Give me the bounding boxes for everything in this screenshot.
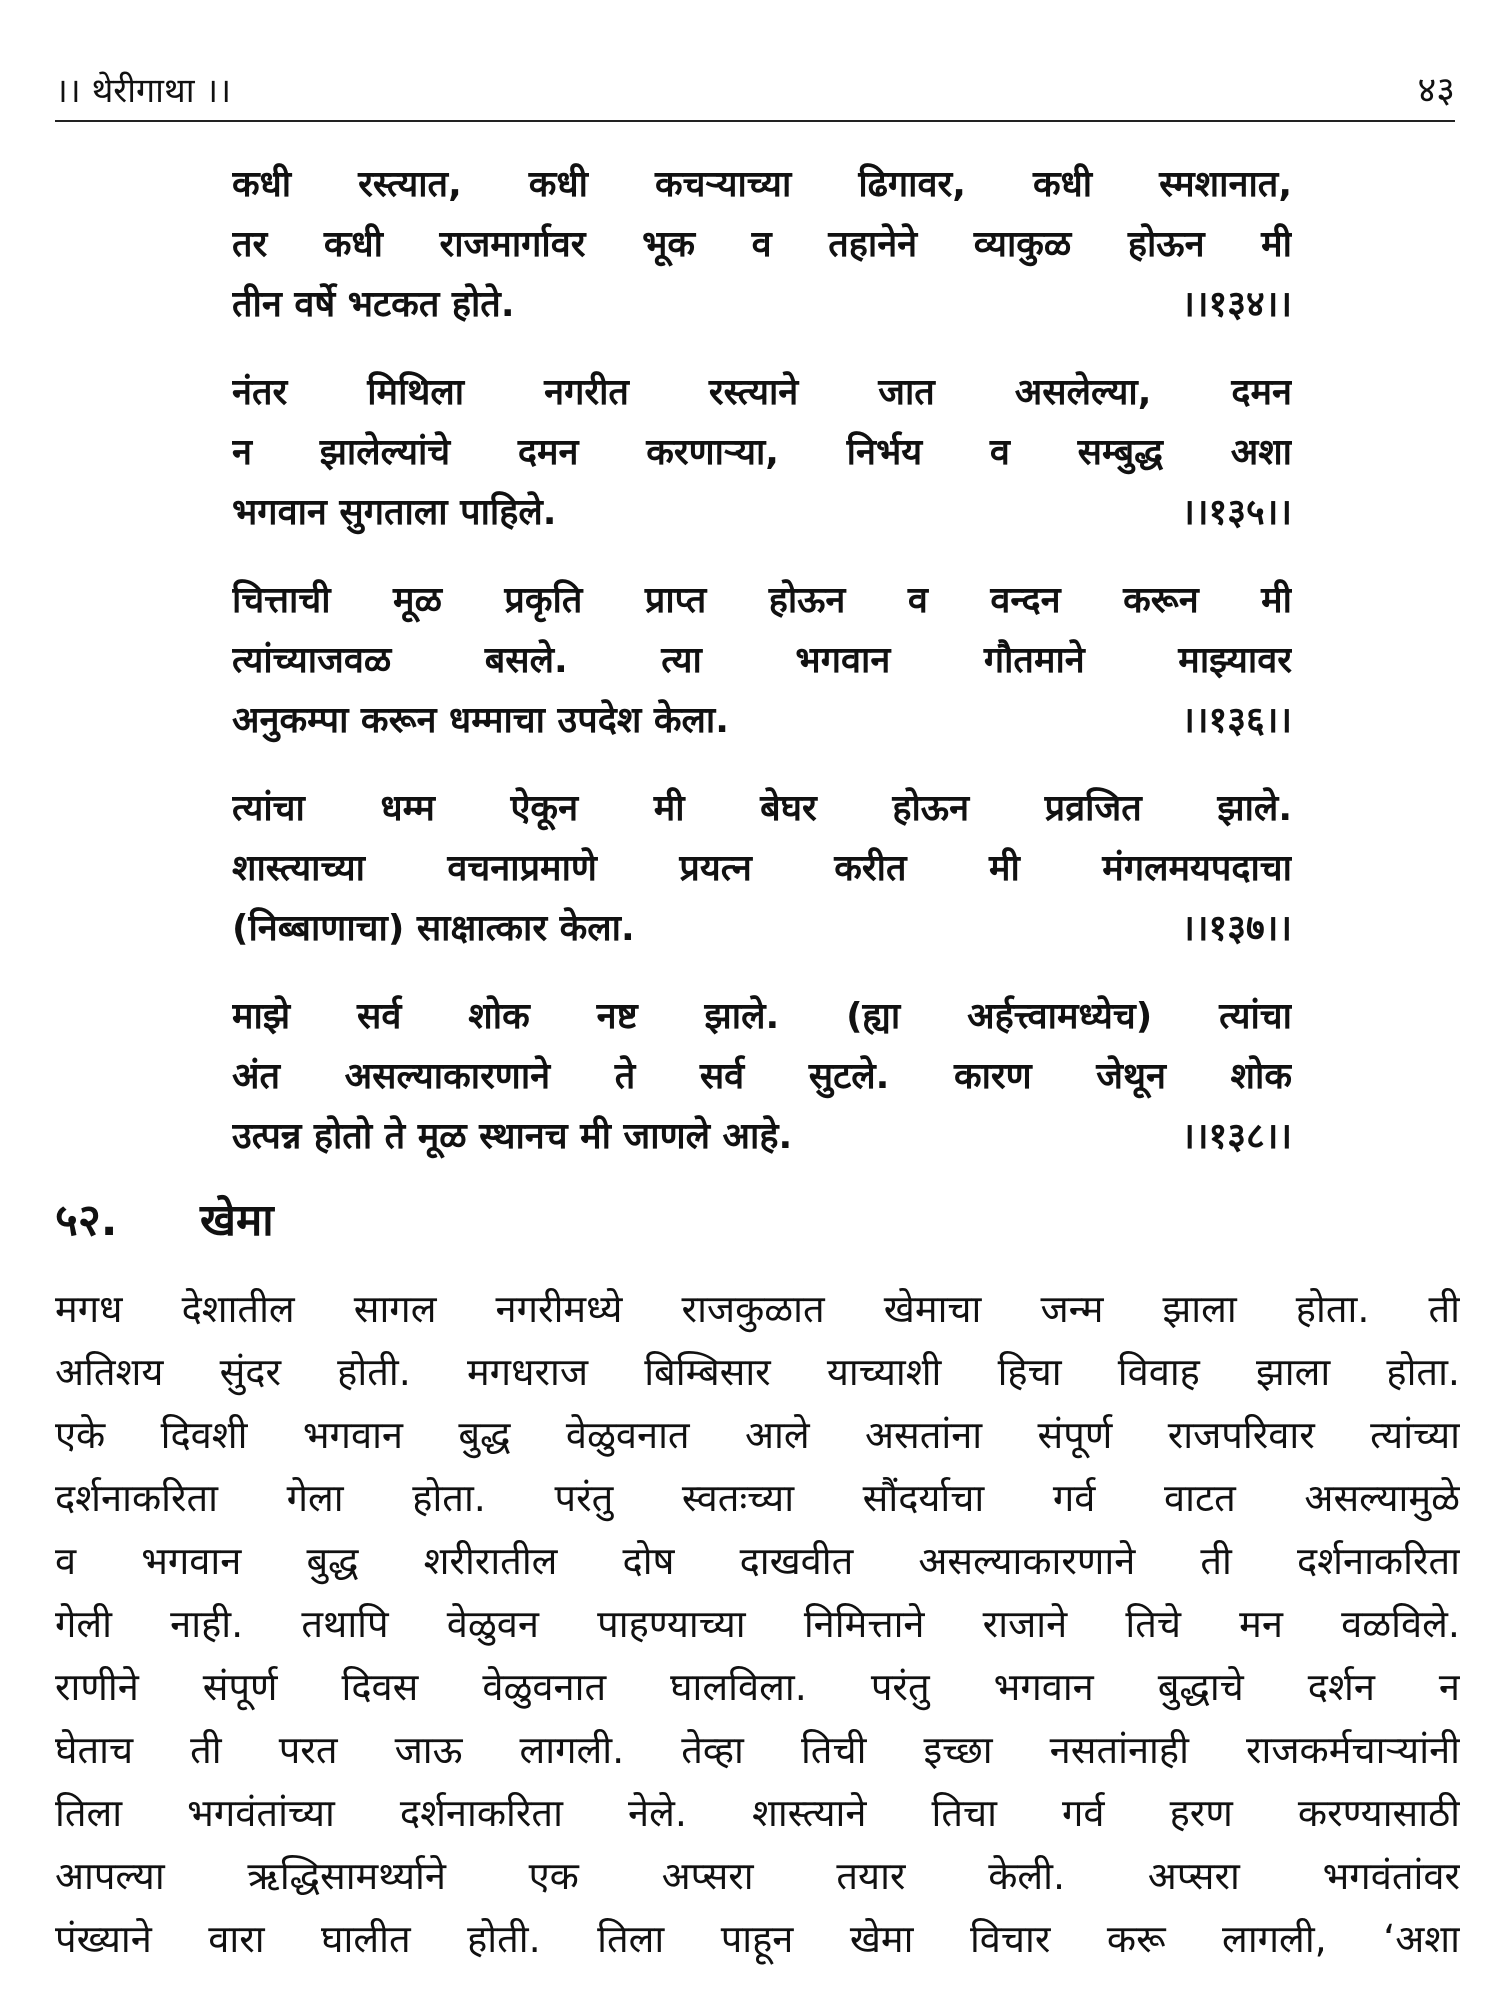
verse-138 (232, 987, 1292, 1167)
verse-block (232, 155, 1292, 1195)
verse-line: त्यांच्याजवळ बसले. त्या भगवान गौतमाने माझ्यावर (232, 640, 1292, 681)
body-line: तिला भगवंतांच्या दर्शनाकरिता नेले. शास्त्याने तिचा गर्व हरण करण्यासाठी (55, 1791, 1460, 1835)
section-title: खेमा (200, 1195, 274, 1246)
verse-line: कधी रस्त्यात, कधी कचऱ्याच्या ढिगावर, कधी स्मशानात, (232, 164, 1292, 205)
verse-line: माझे सर्व शोक नष्ट झाले. (ह्या अर्हत्त्वामध्येच) त्यांचा (232, 996, 1292, 1037)
verse-line: चित्ताची मूळ प्रकृति प्राप्त होऊन व वन्दन करून मी (232, 580, 1292, 621)
verse-136 (232, 571, 1292, 751)
running-header (55, 60, 1455, 122)
verse-number: ।।१३४।। (1181, 284, 1292, 325)
verse-137 (232, 779, 1292, 959)
verse-line: अनुकम्पा करून धम्माचा उपदेश केला. (232, 700, 729, 741)
verse-line: त्यांचा धम्म ऐकून मी बेघर होऊन प्रव्रजित झाले. (232, 788, 1292, 829)
verse-number: ।।१३६।। (1181, 700, 1292, 741)
body-line: आपल्या ऋद्धिसामर्थ्याने एक अप्सरा तयार केली. अप्सरा भगवंतांवर (55, 1854, 1460, 1898)
section-number: ५२. (55, 1195, 118, 1246)
verse-line: तर कधी राजमार्गावर भूक व तहानेने व्याकुळ होऊन मी (232, 224, 1292, 265)
verse-line: उत्पन्न होतो ते मूळ स्थानच मी जाणले आहे. (232, 1116, 793, 1157)
body-line: गेली नाही. तथापि वेळुवन पाहण्याच्या निमित्ताने राजाने तिचे मन वळविले. (55, 1602, 1460, 1646)
body-line: व भगवान बुद्ध शरीरातील दोष दाखवीत असल्याकारणाने ती दर्शनाकरिता (55, 1539, 1460, 1583)
running-title: ।। थेरीगाथा ।। (55, 71, 232, 111)
verse-line: नंतर मिथिला नगरीत रस्त्याने जात असलेल्या, दमन (232, 372, 1292, 413)
verse-135 (232, 363, 1292, 543)
body-line: राणीने संपूर्ण दिवस वेळुवनात घालविला. परंतु भगवान बुद्धाचे दर्शन न (55, 1665, 1460, 1709)
body-line: अतिशय सुंदर होती. मगधराज बिम्बिसार याच्याशी हिचा विवाह झाला होता. (55, 1350, 1460, 1394)
verse-line: शास्त्याच्या वचनाप्रमाणे प्रयत्न करीत मी मंगलमयपदाचा (232, 848, 1292, 889)
verse-number: ।।१३८।। (1181, 1116, 1292, 1157)
body-paragraph (55, 1278, 1460, 1971)
verse-line: न झालेल्यांचे दमन करणाऱ्या, निर्भय व सम्बुद्ध अशा (232, 432, 1292, 473)
verse-134 (232, 155, 1292, 335)
body-line: मगध देशातील सागल नगरीमध्ये राजकुळात खेमाचा जन्म झाला होता. ती (55, 1287, 1460, 1331)
body-line: एके दिवशी भगवान बुद्ध वेळुवनात आले असतांना संपूर्ण राजपरिवार त्यांच्या (55, 1413, 1460, 1457)
verse-line: भगवान सुगताला पाहिले. (232, 492, 557, 533)
body-line: पंख्याने वारा घालीत होती. तिला पाहून खेमा विचार करू लागली, ‘अशा (55, 1917, 1460, 1961)
verse-number: ।।१३७।। (1181, 908, 1292, 949)
verse-line: अंत असल्याकारणाने ते सर्व सुटले. कारण जेथून शोक (232, 1056, 1292, 1097)
verse-line: तीन वर्षे भटकत होते. (232, 284, 515, 325)
verse-number: ।।१३५।। (1181, 492, 1292, 533)
section-heading (55, 1188, 274, 1248)
body-line: दर्शनाकरिता गेला होता. परंतु स्वतःच्या सौंदर्याचा गर्व वाटत असल्यामुळे (55, 1476, 1460, 1520)
body-line: घेताच ती परत जाऊ लागली. तेव्हा तिची इच्छा नसतांनाही राजकर्मचाऱ्यांनी (55, 1728, 1460, 1772)
page-number: ४३ (1417, 70, 1455, 111)
verse-line: (निब्बाणाचा) साक्षात्कार केला. (232, 908, 635, 949)
